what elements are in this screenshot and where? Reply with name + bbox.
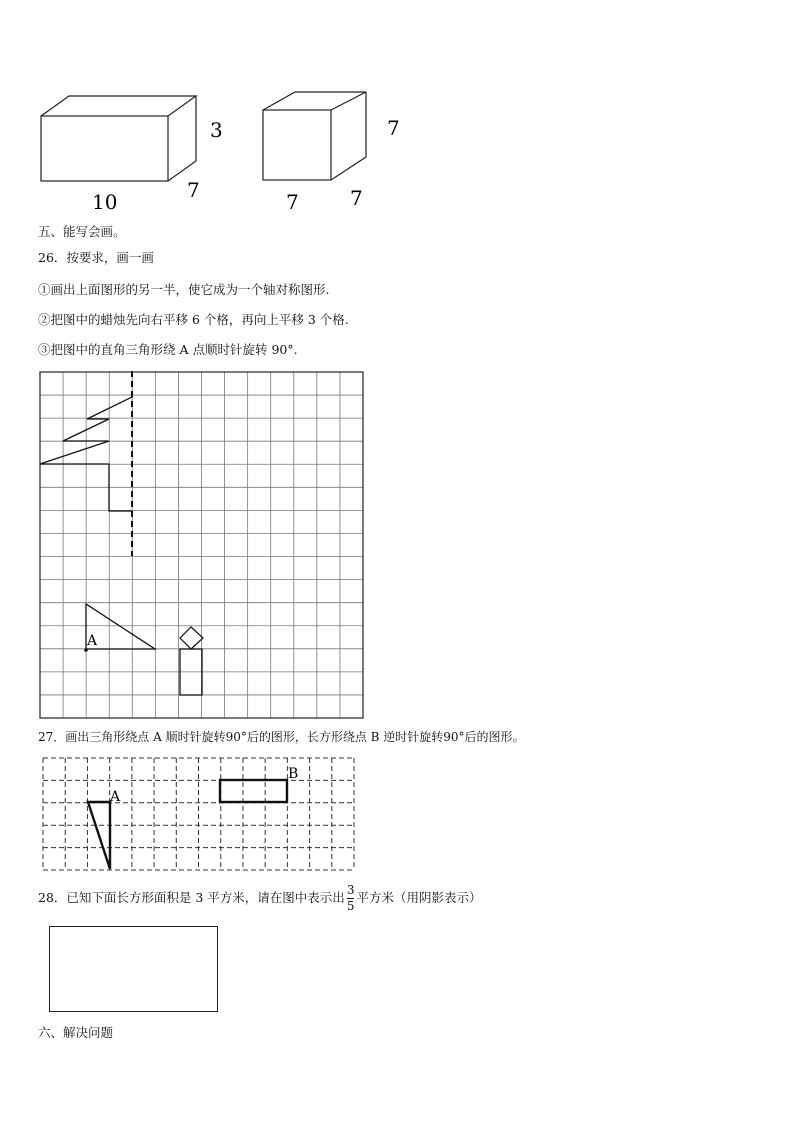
q26-title: 26．按要求，画一画	[38, 250, 154, 265]
fraction-3-5	[347, 884, 355, 913]
q26-grid[interactable]	[39, 371, 364, 719]
q27-triangle	[88, 802, 110, 869]
fraction-denominator: 5	[346, 899, 355, 913]
q27-point-b-label: B	[288, 766, 299, 782]
box1-height-label: 3	[210, 118, 223, 142]
fraction-numerator: 3	[346, 883, 355, 897]
section-6-title: 六、解决问题	[38, 1025, 114, 1040]
q27-point-a-label: A	[110, 789, 121, 805]
q27-text: 27．画出三角形绕点 A 顺时针旋转90°后的图形，长方形绕点 B 逆时针旋转90°后的图形。	[38, 730, 525, 744]
cuboid-figures	[30, 85, 410, 215]
box1-length-label: 10	[92, 190, 118, 214]
cuboid-10x7x3	[41, 96, 196, 181]
q26-item-2: ②把图中的蜡烛先向右平移 6 个格，再向上平移 3 个格.	[38, 312, 349, 327]
candle-flame	[180, 627, 203, 649]
box2-bottom-right-label: 7	[350, 186, 363, 210]
q26-item-3: ③把图中的直角三角形绕 A 点顺时针旋转 90°.	[38, 342, 298, 357]
q27-rectangle	[220, 780, 287, 802]
q26-item-1: ①画出上面图形的另一半，使它成为一个轴对称图形.	[38, 282, 330, 297]
q28-text-before: 28．已知下面长方形面积是 3 平方米，请在图中表示出	[38, 890, 345, 905]
section-5-title: 五、能写会画。	[38, 224, 126, 239]
box2-side-label: 7	[387, 116, 400, 140]
box2-bottom-left-label: 7	[286, 190, 299, 214]
box1-width-label: 7	[187, 178, 200, 202]
q28-rectangle[interactable]	[49, 926, 218, 1012]
point-a-label: A	[87, 633, 98, 649]
q28-text	[38, 884, 481, 913]
candle	[180, 627, 203, 695]
cube-7x7x7	[263, 92, 366, 180]
q28-text-after: 平方米（用阴影表示）	[356, 890, 482, 905]
q27-grid[interactable]	[40, 757, 356, 872]
